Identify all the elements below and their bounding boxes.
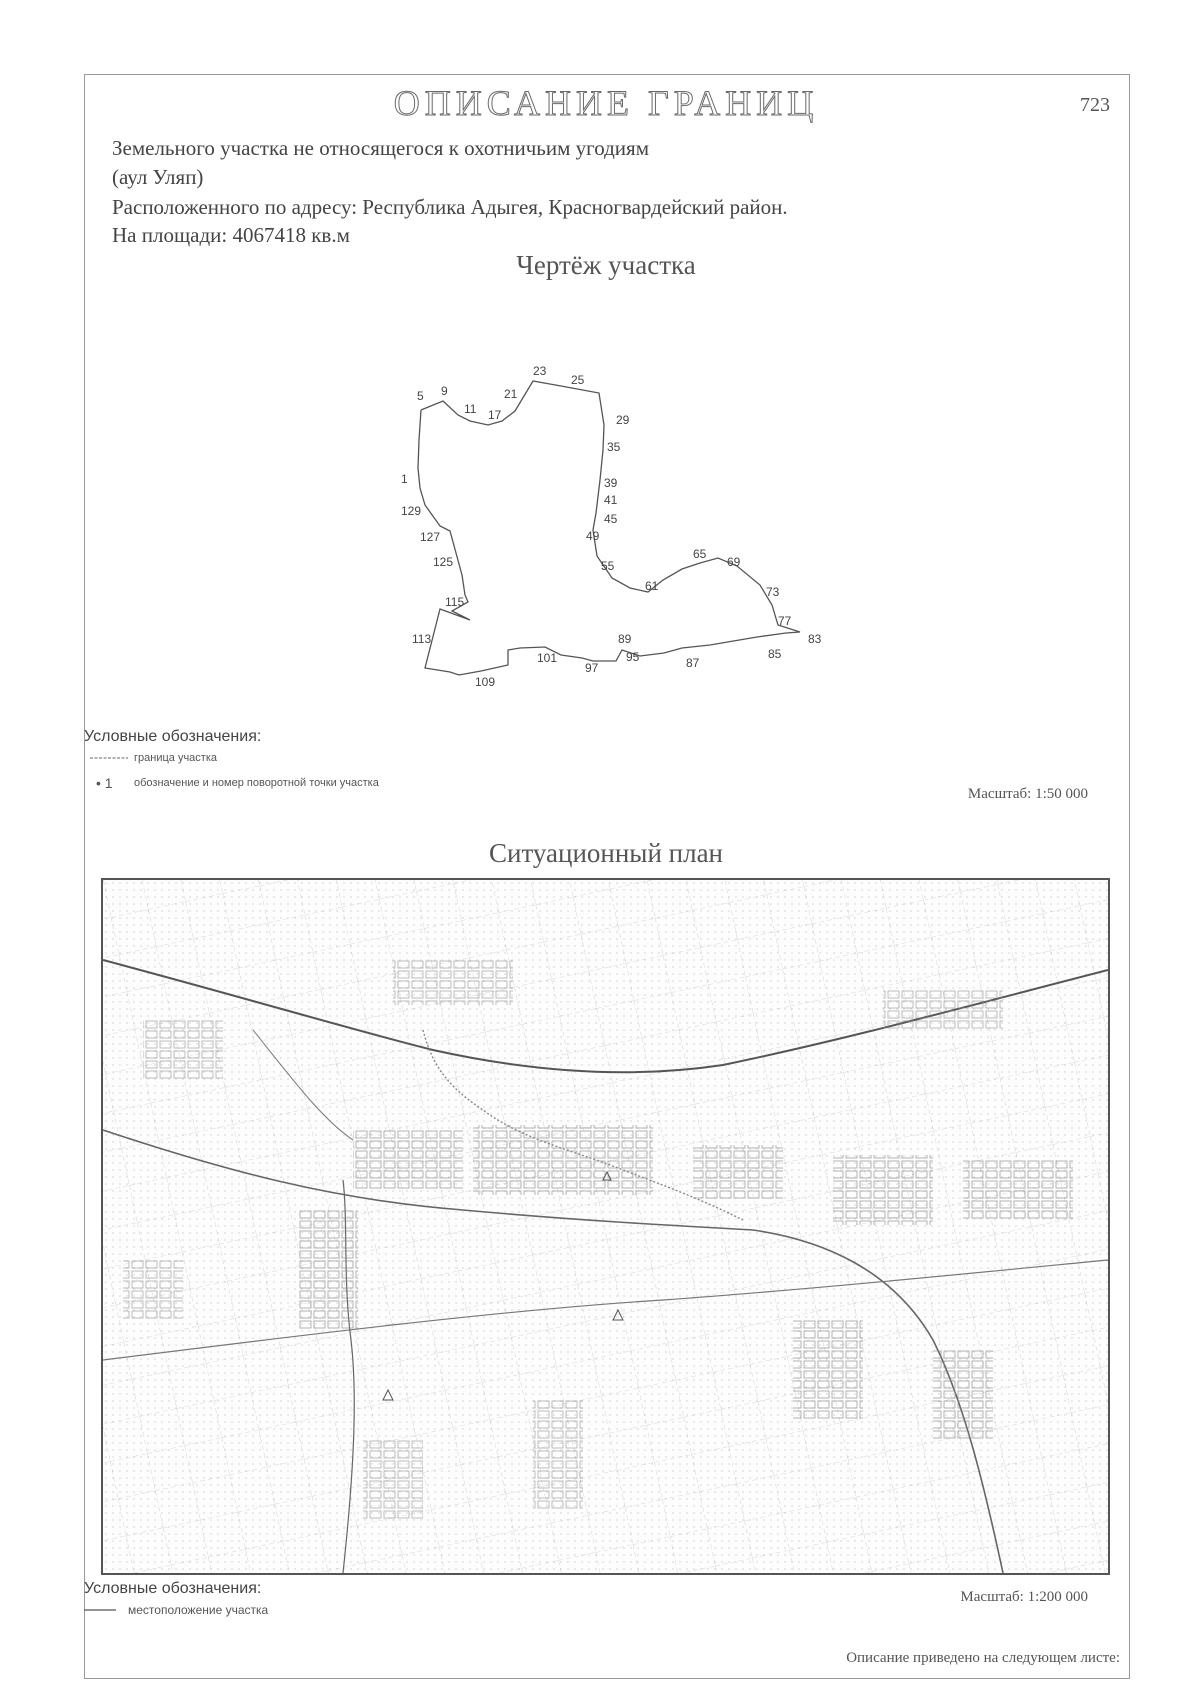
legend-boundary: граница участка xyxy=(134,752,217,764)
legend-point-number: 1 xyxy=(104,775,113,791)
point-label: 11 xyxy=(464,402,477,416)
point-label: 61 xyxy=(645,579,659,593)
point-label: 35 xyxy=(607,440,621,454)
point-label: 77 xyxy=(778,614,792,628)
point-label: 129 xyxy=(401,504,422,518)
point-label: 25 xyxy=(571,373,585,387)
point-label: 45 xyxy=(604,512,618,526)
point-label: 73 xyxy=(766,585,780,599)
point-label: 83 xyxy=(808,632,822,646)
point-label: 55 xyxy=(601,559,615,573)
point-label: 125 xyxy=(433,555,454,569)
point-label: 95 xyxy=(626,650,640,664)
point-label: 127 xyxy=(420,530,441,544)
point-label: 101 xyxy=(537,651,558,665)
turning-point-symbol: • 1 xyxy=(96,775,113,791)
point-label: 89 xyxy=(618,632,632,646)
point-label: 69 xyxy=(727,555,741,569)
document-title: ОПИСАНИЕ ГРАНИЦ xyxy=(393,83,819,123)
point-label: 113 xyxy=(412,632,432,646)
point-label: 87 xyxy=(686,656,700,670)
info-line-area: На площади: 4067418 кв.м xyxy=(112,223,350,247)
point-label: 49 xyxy=(586,529,600,543)
point-label: 17 xyxy=(488,408,502,422)
point-label: 23 xyxy=(533,364,547,378)
situation-plan-title: Ситуационный план xyxy=(488,838,724,868)
situation-legend-title: Условные обозначения: xyxy=(84,1580,262,1597)
point-label: 21 xyxy=(504,387,518,401)
point-label: 1 xyxy=(401,472,408,486)
drawing-legend-title: Условные обозначения: xyxy=(84,728,262,745)
point-label: 41 xyxy=(604,493,618,507)
point-label: 115 xyxy=(445,595,465,609)
point-label: 65 xyxy=(693,547,707,561)
footer-note: Описание приведено на следующем листе: xyxy=(846,1650,1120,1666)
situation-map xyxy=(101,878,1110,1575)
legend-turning-point: обозначение и номер поворотной точки участка xyxy=(134,777,379,789)
drawing-scale: Масштаб: 1:50 000 xyxy=(967,786,1088,802)
info-line-purpose: Земельного участка не относящегося к охотничьим угодиям xyxy=(112,136,649,160)
boundary-line-symbol xyxy=(88,752,130,762)
point-label: 109 xyxy=(475,675,496,689)
point-label: 29 xyxy=(616,413,630,427)
info-line-settlement: (аул Уляп) xyxy=(112,165,204,189)
point-label: 9 xyxy=(441,384,448,398)
point-label: 5 xyxy=(417,389,424,403)
page-number: 723 xyxy=(1080,94,1110,116)
parcel-drawing xyxy=(0,0,1200,720)
drawing-title: Чертёж участка xyxy=(516,250,696,280)
location-line-symbol xyxy=(82,1605,118,1615)
parcel-boundary xyxy=(418,381,800,675)
legend-location: местоположение участка xyxy=(128,1603,269,1617)
point-label: 39 xyxy=(604,476,618,490)
point-label: 85 xyxy=(768,647,782,661)
topographic-map-image xyxy=(103,880,1108,1573)
point-label: 97 xyxy=(585,661,599,675)
situation-scale: Масштаб: 1:200 000 xyxy=(960,1589,1088,1605)
info-line-address: Расположенного по адресу: Республика Адыгея, Красногвардейский район. xyxy=(112,195,788,219)
